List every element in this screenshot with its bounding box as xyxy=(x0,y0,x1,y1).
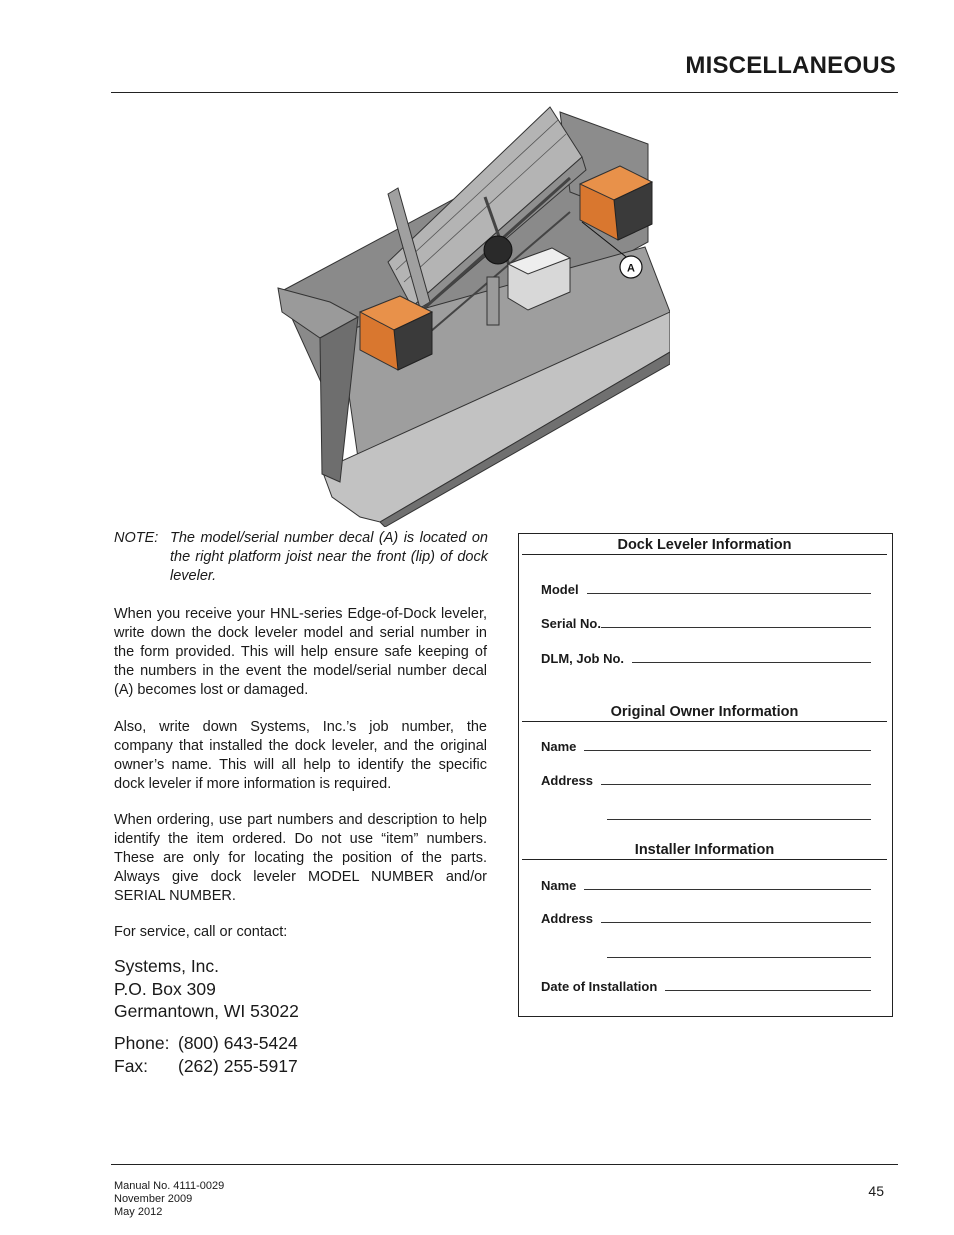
hydraulic-cylinder xyxy=(487,277,499,325)
installation-date-blank[interactable] xyxy=(665,989,871,991)
phone-label: Phone: xyxy=(114,1033,170,1053)
installer-address-label: Address xyxy=(541,911,594,926)
installer-address-blank[interactable] xyxy=(601,921,871,923)
company-name: Systems, Inc. xyxy=(114,956,220,976)
contact-address xyxy=(114,955,299,1023)
note-label: NOTE: xyxy=(114,530,159,546)
revision-date-1: November 2009 xyxy=(114,1193,193,1205)
installation-date-label: Date of Installation xyxy=(541,979,658,994)
job-number-label: DLM, Job No. xyxy=(541,651,625,666)
paragraph-write-down: Also, write down Systems, Inc.’s job number, the company that installed the dock leveler, and the original owner’s name. This will all help to identify the specific dock leveler if more information is required. xyxy=(114,719,487,792)
installer-name-label: Name xyxy=(541,878,577,893)
service-intro: For service, call or contact: xyxy=(114,924,288,940)
owner-address-blank[interactable] xyxy=(601,783,871,785)
phone-number: (800) 643-5424 xyxy=(178,1033,298,1053)
page-title: MISCELLANEOUS xyxy=(685,52,896,79)
page-number: 45 xyxy=(868,1183,884,1199)
model-field[interactable] xyxy=(541,582,871,597)
fax-number: (262) 255-5917 xyxy=(178,1055,298,1076)
phone-row xyxy=(114,1032,298,1055)
fax-row xyxy=(114,1055,298,1078)
installer-name-blank[interactable] xyxy=(584,888,871,890)
job-number-blank[interactable] xyxy=(632,661,871,663)
header-divider xyxy=(111,92,898,93)
footer-divider xyxy=(111,1164,898,1165)
owner-address-field[interactable] xyxy=(541,773,871,788)
dock-leveler-illustration xyxy=(270,102,670,527)
serial-blank[interactable] xyxy=(601,626,871,628)
owner-info-heading: Original Owner Information xyxy=(522,704,887,722)
owner-name-blank[interactable] xyxy=(584,749,871,751)
contact-numbers xyxy=(114,1032,298,1077)
dock-info-heading: Dock Leveler Information xyxy=(522,537,887,555)
information-form xyxy=(518,533,893,1017)
owner-address-line-2[interactable] xyxy=(607,818,871,820)
model-label: Model xyxy=(541,582,579,597)
installer-info-heading: Installer Information xyxy=(522,842,887,860)
serial-label: Serial No. xyxy=(541,616,601,631)
serial-field[interactable] xyxy=(541,616,871,631)
po-box: P.O. Box 309 xyxy=(114,978,216,999)
model-blank[interactable] xyxy=(587,592,871,594)
note-block xyxy=(114,529,488,586)
revision-date-2: May 2012 xyxy=(114,1206,163,1218)
note-text: The model/serial number decal (A) is located on the right platform joist near the front (lip) of dock leveler. xyxy=(170,530,488,584)
paragraph-ordering: When ordering, use part numbers and description to help identify the item ordered. Do not use “item” numbers. These are only for locating the position of the parts. Always give dock leveler MODEL NUMBER and/or SERIAL NUMBER. xyxy=(114,812,487,904)
city-state-zip: Germantown, WI 53022 xyxy=(114,1001,299,1021)
installer-address-line-2[interactable] xyxy=(607,956,871,958)
footer-info xyxy=(114,1180,224,1219)
installer-name-field[interactable] xyxy=(541,878,871,893)
manual-number: Manual No. 4111-0029 xyxy=(114,1180,225,1192)
owner-name-label: Name xyxy=(541,739,577,754)
owner-name-field[interactable] xyxy=(541,739,871,754)
fax-label: Fax: xyxy=(114,1055,149,1076)
callout-label: A xyxy=(627,262,635,275)
installer-address-field[interactable] xyxy=(541,911,871,926)
owner-address-label: Address xyxy=(541,773,594,788)
hinge-wheel xyxy=(484,236,512,264)
paragraph-receive: When you receive your HNL-series Edge-of-Dock leveler, write down the dock leveler model and serial number in the form provided. This will help ensure safe keeping of the numbers in the event the model/serial number decal (A) becomes lost or damaged. xyxy=(114,606,487,698)
installation-date-field[interactable] xyxy=(541,979,871,994)
job-number-field[interactable] xyxy=(541,651,871,666)
